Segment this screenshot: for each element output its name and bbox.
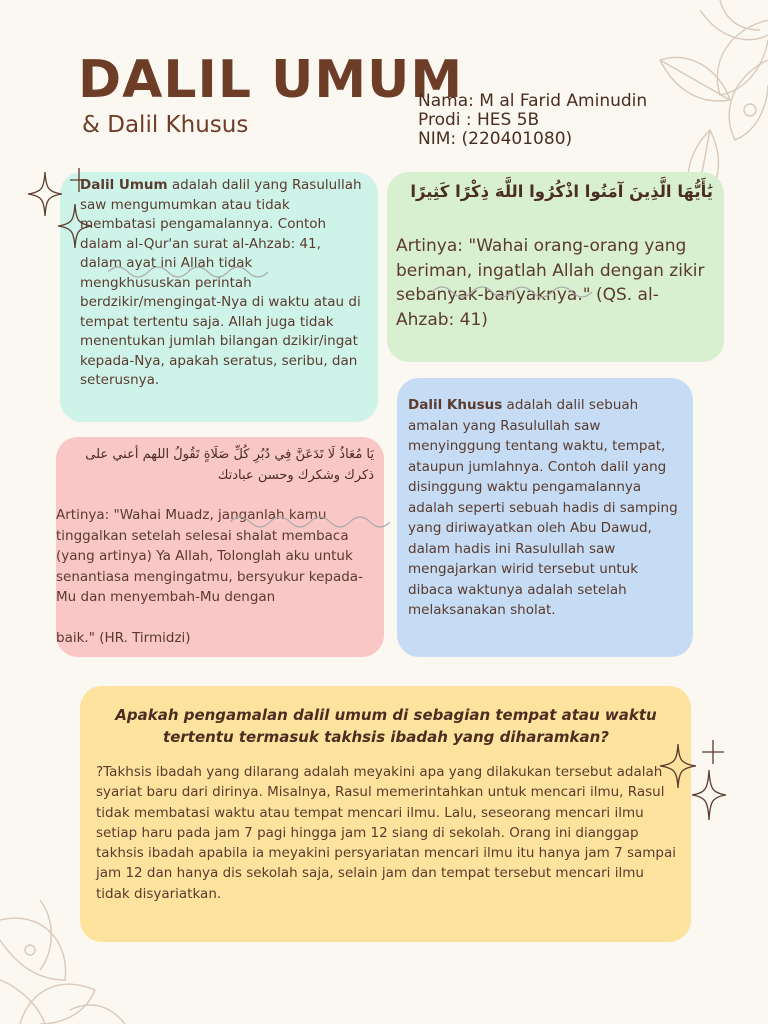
sparkle-icon [692, 770, 726, 820]
student-info [418, 92, 647, 149]
squiggle-icon [230, 512, 390, 528]
sparkle-icon [702, 740, 724, 764]
ayat-translation: Artinya: "Wahai orang-orang yang beriman, ingatlah Allah dengan zikir sebanyak-banyaknya." (QS. al-Ahzab: 41) [396, 236, 705, 330]
sparkle-icon [660, 744, 696, 788]
dalil-umum-text [80, 176, 365, 391]
page-subtitle: & Dalil Khusus [82, 112, 249, 138]
squiggle-icon [432, 282, 602, 298]
dalil-khusus-term: Dalil Khusus [408, 397, 503, 413]
dalil-khusus-body: adalah dalil sebuah amalan yang Rasulullah saw menyinggung tentang waktu, tempat, ataupun jumlahnya. Contoh dalil yang disinggung waktu pengamalannya adalah seperti sebuah hadis di samping yang diriwayatkan oleh Abu Dawud, dalam hadis ini Rasulullah saw mengajarkan wirid tersebut untuk dibaca waktunya adalah setelah melaksanakan sholat. [408, 397, 678, 618]
student-nim: NIM: (220401080) [418, 129, 573, 149]
hadis-translation-1: Artinya: "Wahai Muadz, janganlah kamu tinggalkan setelah selesai shalat membaca (yang artinya) Ya Allah, Tolonglah aku untuk senantiasa mengingatmu, bersyukur kepada-Mu dan menyembah-Mu dengan [56, 507, 363, 605]
hadis-translation-2: baik." (HR. Tirmidzi) [56, 629, 191, 646]
answer-text: ?Takhsis ibadah yang dilarang adalah meyakini apa yang dilakukan tersebut adalah syariat baru dari dirinya. Misalnya, Rasul memerintahkan untuk mencari ilmu, Rasul tidak membatasi waktu atau tempat mencari ilmu. Lalu, seseorang mencari ilmu setiap haru pada jam 7 pagi hingga jam 12 siang di sekolah. Orang ini dianggap takhsis ibadah apabila ia meyakini persyariatan mencari ilmu itu hanya jam 7 sampai jam 12 dan hanya dis sekolah saja, selain jam dan tempat tersebut mencari ilmu tidak disyariatkan. [96, 764, 677, 902]
hadis-arabic: يَا مُعَاذُ لَا تَدَعَنَّ فِي دُبُرِ كُلِّ صَلَاةٍ تَقُولُ اللهم أعني على ذكرك وشكرك وحسن عبادتك [85, 447, 374, 483]
sparkle-icon [58, 204, 92, 248]
page-title: DALIL UMUM [78, 50, 464, 110]
dalil-umum-term: Dalil Umum [80, 177, 168, 193]
dalil-khusus-text [408, 395, 686, 621]
question-heading: Apakah pengamalan dalil umum di sebagian tempat atau waktu tertentu termasuk takhsis ibadah yang diharamkan? [115, 706, 657, 746]
squiggle-icon [108, 262, 268, 278]
dalil-umum-body: adalah dalil yang Rasulullah saw mengumumkan atau tidak membatasi pengamalannya. Contoh dalam al-Qur'an surat al-Ahzab: 41, dalam ayat ini Allah tidak mengkhususkan perintah berdzikir/mengingat-Nya di waktu atau di tempat tertentu saja. Allah juga tidak menentukan jumlah bilangan dzikir/ingat kepada-Nya, apakah seratus, seribu, dan seterusnya. [80, 177, 362, 388]
ayat-arabic: يَٰأَيُّهَا الَّذِينَ آمَنُوا اذْكُرُوا اللَّهَ ذِكْرًا كَثِيرًا [410, 182, 713, 201]
student-name: Nama: M al Farid Aminudin [418, 91, 648, 111]
sparkle-icon [28, 172, 62, 216]
sparkle-icon [70, 168, 88, 192]
student-prodi: Prodi : HES 5B [418, 110, 540, 130]
